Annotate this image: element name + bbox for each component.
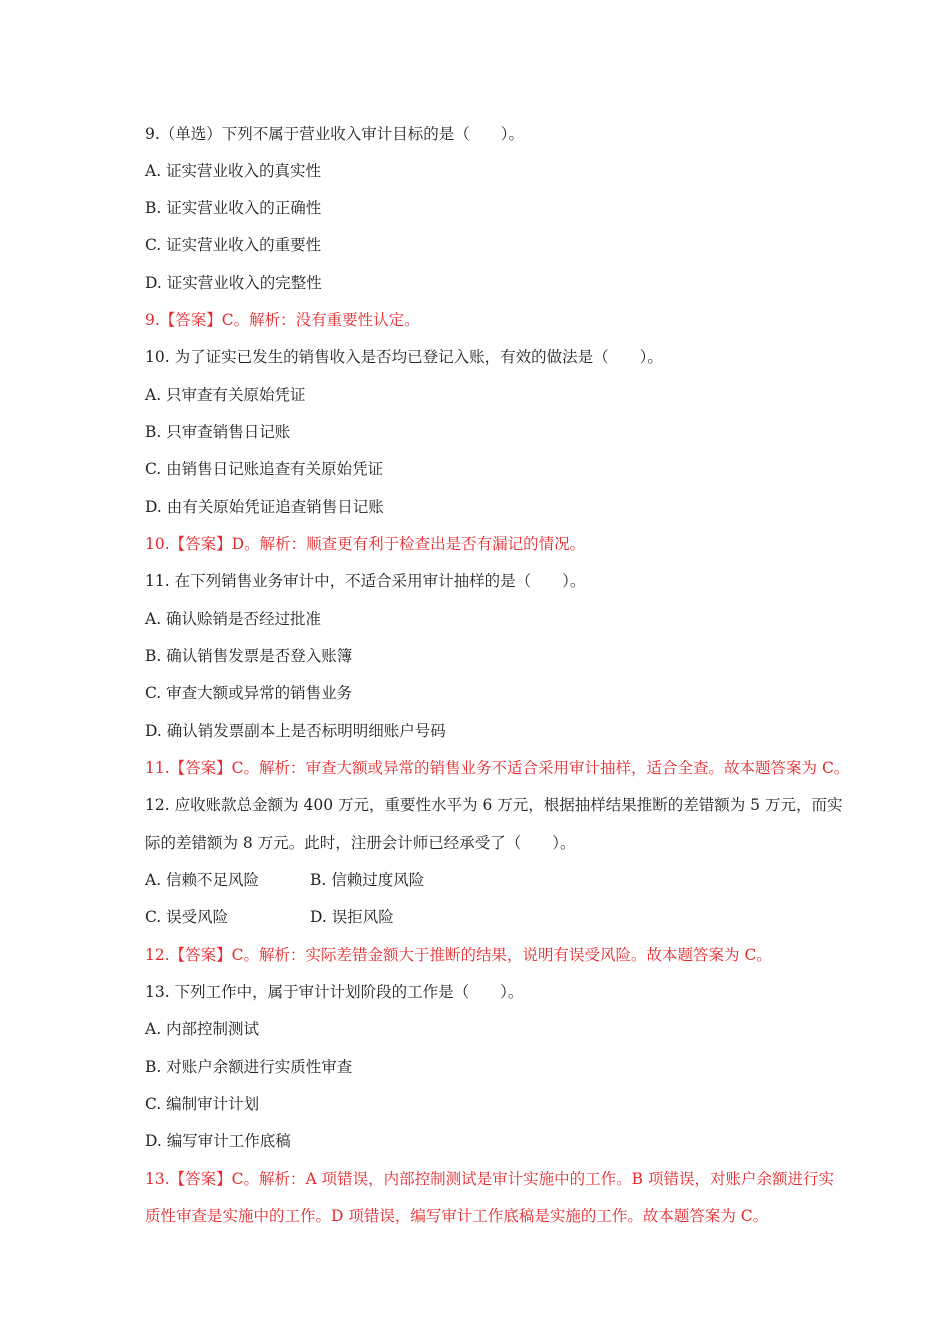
- question-11-option-c: C. 审查大额或异常的销售业务: [145, 684, 353, 702]
- question-9-option-a: A. 证实营业收入的真实性: [145, 162, 322, 180]
- question-13-answer-line-2: 质性审查是实施中的工作。D 项错误，编写审计工作底稿是实施的工作。故本题答案为 C。: [145, 1207, 769, 1225]
- question-10: 10. 为了证实已发生的销售收入是否均已登记入账，有效的做法是（ ）。: [145, 348, 663, 366]
- question-10-option-a: A. 只审查有关原始凭证: [145, 386, 306, 404]
- question-12-option-b: B. 信赖过度风险: [310, 871, 425, 889]
- question-9: 9.（单选）下列不属于营业收入审计目标的是（ ）。: [145, 125, 525, 143]
- question-13-option-d: D. 编写审计工作底稿: [145, 1132, 291, 1150]
- question-11-option-a: A. 确认赊销是否经过批准: [145, 610, 322, 628]
- question-12-line-2: 际的差错额为 8 万元。此时，注册会计师已经承受了（ ）。: [145, 834, 576, 852]
- question-11-answer: 11.【答案】C。解析：审查大额或异常的销售业务不适合采用审计抽样，适合全查。故本题答案为 C。: [145, 759, 850, 777]
- question-13-option-a: A. 内部控制测试: [145, 1020, 260, 1038]
- question-12-answer: 12.【答案】C。解析：实际差错金额大于推断的结果，说明有误受风险。故本题答案为 C。: [145, 946, 772, 964]
- question-13-answer-line-1: 13.【答案】C。解析：A 项错误，内部控制测试是审计实施中的工作。B 项错误，对账户余额进行实: [145, 1170, 834, 1188]
- question-9-option-d: D. 证实营业收入的完整性: [145, 274, 322, 292]
- question-13: 13. 下列工作中，属于审计计划阶段的工作是（ ）。: [145, 983, 524, 1001]
- question-10-option-b: B. 只审查销售日记账: [145, 423, 291, 441]
- question-10-answer: 10.【答案】D。解析：顺查更有利于检查出是否有漏记的情况。: [145, 535, 586, 553]
- question-9-option-c: C. 证实营业收入的重要性: [145, 236, 322, 254]
- question-9-answer: 9.【答案】C。解析：没有重要性认定。: [145, 311, 420, 329]
- question-11: 11. 在下列销售业务审计中，不适合采用审计抽样的是（ ）。: [145, 572, 586, 590]
- question-11-option-b: B. 确认销售发票是否登入账簿: [145, 647, 353, 665]
- question-9-option-b: B. 证实营业收入的正确性: [145, 199, 322, 217]
- question-12-options-cd: [145, 907, 825, 927]
- question-13-option-b: B. 对账户余额进行实质性审查: [145, 1058, 353, 1076]
- question-12-option-a: A. 信赖不足风险: [145, 871, 260, 889]
- question-13-option-c: C. 编制审计计划: [145, 1095, 260, 1113]
- question-10-option-c: C. 由销售日记账追查有关原始凭证: [145, 460, 384, 478]
- question-12-option-c: C. 误受风险: [145, 908, 229, 926]
- question-12-option-d: D. 误拒风险: [310, 908, 394, 926]
- question-12-line-1: 12. 应收账款总金额为 400 万元，重要性水平为 6 万元，根据抽样结果推断的差错额为 5 万元，而实: [145, 796, 843, 814]
- question-12-options-ab: [145, 870, 825, 890]
- question-11-option-d: D. 确认销发票副本上是否标明明细账户号码: [145, 722, 446, 740]
- question-10-option-d: D. 由有关原始凭证追查销售日记账: [145, 498, 384, 516]
